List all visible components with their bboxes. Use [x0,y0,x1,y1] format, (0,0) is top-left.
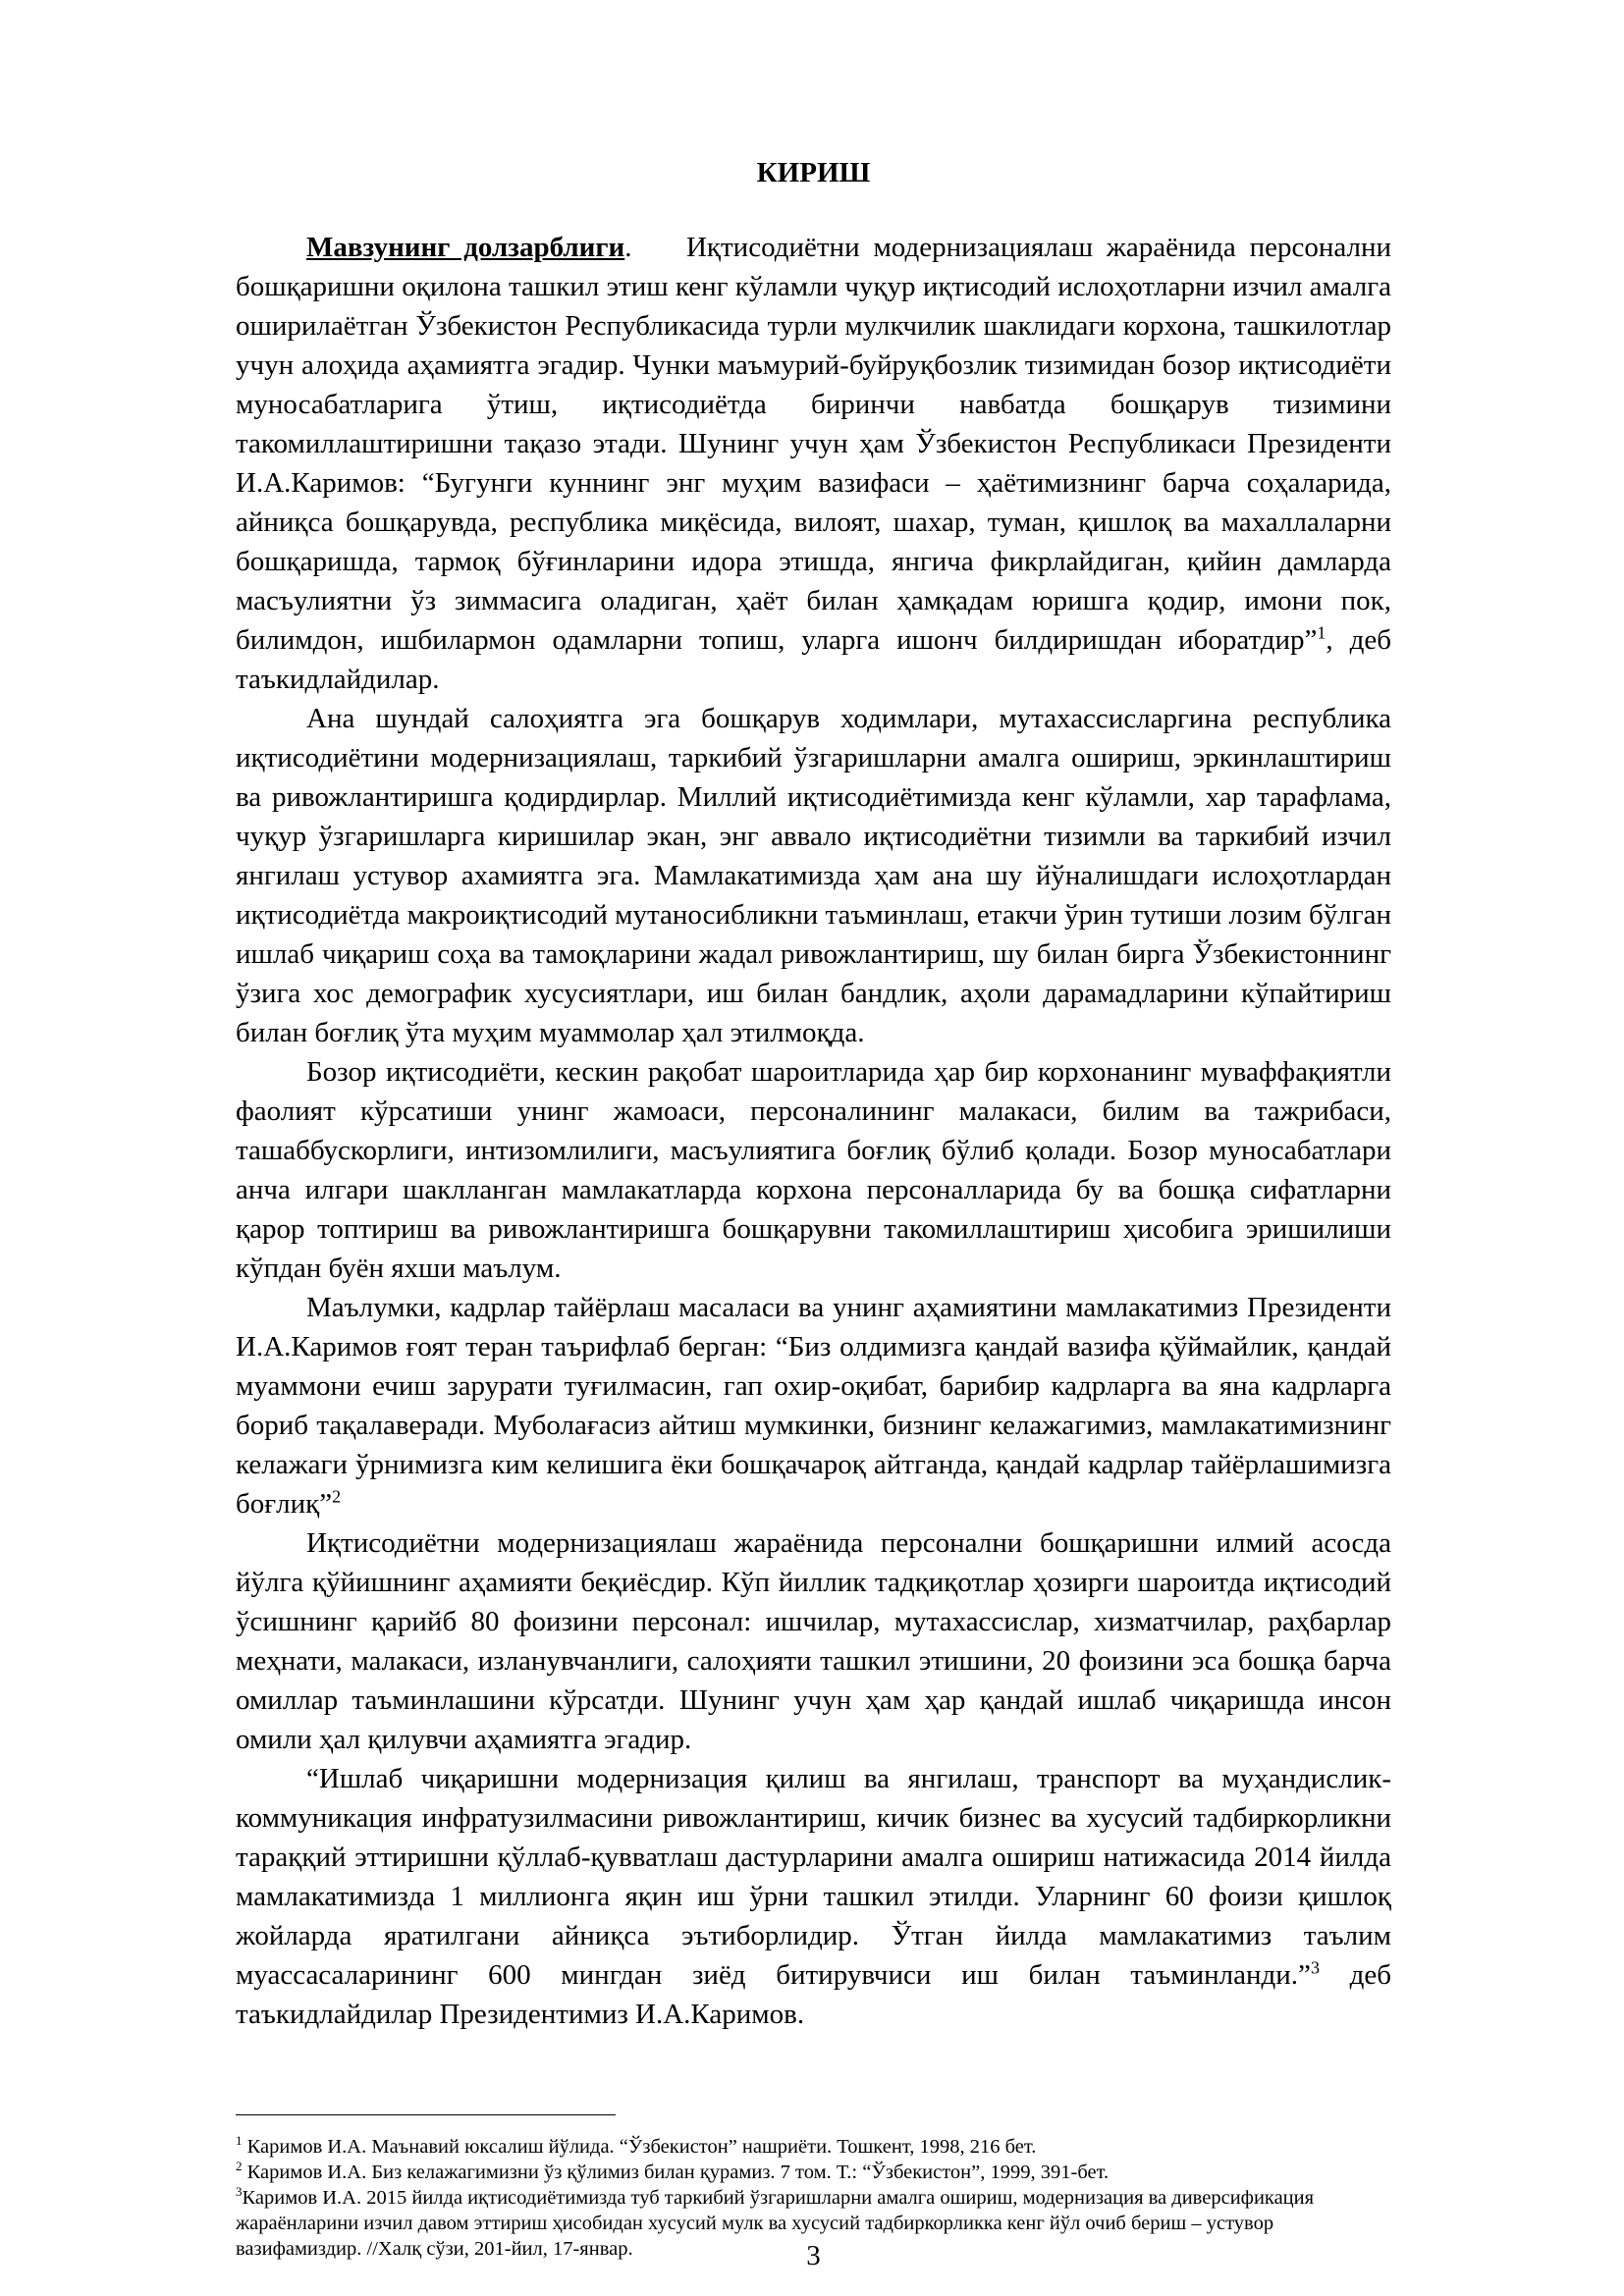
paragraph-text: Маълумки, кадрлар тайёрлаш масаласи ва унинг аҳамиятини мамлакатимиз Президенти И.А.Каримов ғоят теран таърифлаб берган: “Биз олдимизга қандай вазифа қўймайлик, қандай муаммони ечиш зарурати туғилмасин, гап охир-оқибат, барибир кадрларга ва яна кадрларга бориб тақалаверади. Муболағасиз айтиш мумкинки, бизнинг келажагимиз, мамлакатимизнинг келажаги ўрнимизга ким келишига ёки бошқачароқ айтганда, қандай кадрлар тайёрлашимизга боғлиқ” [236,1292,1391,1520]
footnote [236,2134,1391,2160]
relevance-heading-period: . [624,232,632,263]
footnote-number: 3 [236,2184,243,2200]
footnote-separator [236,2114,616,2115]
document-body [236,228,1413,2034]
paragraph-text: Бозор иқтисодиёти, кескин рақобат шароитларида ҳар бир корхонанинг муваффақиятли фаолият кўрсатиши унинг жамоаси, персоналининг малакаси, билим ва тажрибаси, ташаббускорлиги, интизомлилиги, масъулиятига боғлиқ бўлиб қолади. Бозор муносабатлари анча илгари шаклланган мамлакатларда корхона персоналларида бу ва бошқа сифатларни қарор топтириш ва ривожлантиришга бошқарувни такомиллаштириш ҳисобига эришилиши кўпдан буён яхши маълум. [236,1056,1391,1284]
page-title: КИРИШ [756,157,871,188]
footnote-number: 2 [236,2159,243,2174]
paragraph-text: “Ишлаб чиқаришни модернизация қилиш ва янгилаш, транспорт ва муҳандислик-коммуникация инфратузилмасини ривожлантириш, кичик бизнес ва хусусий тадбиркорликни тараққий эттиришни қўллаб-қувватлаш дастурларини амалга ошириш натижасида 2014 йилда мамлакатимизда 1 миллионга яқин иш ўрни ташкил этилди. Уларнинг 60 фоизи қишлоқ жойларда яратилгани айниқса эътиборлидир. Ўтган йилда мамлакатимиз таълим муассасаларининг 600 мингдан зиёд битирувчиси иш билан таъминланди.” [236,1763,1391,1991]
paragraph [236,1759,1391,2034]
page-number: 3 [806,2240,821,2271]
paragraph-tail: , деб таъкидлайдилар. [236,624,1391,695]
footnote-number: 1 [236,2133,243,2149]
footnote-ref[interactable]: 3 [1310,1957,1320,1978]
paragraph [236,1523,1391,1759]
footnote-text: Каримов И.А. Биз келажагимизни ўз қўлимиз билан қурамиз. 7 том. Т.: “Ўзбекистон”, 1999, 391-бет. [242,2162,1110,2183]
paragraph [236,1052,1391,1288]
footnote [236,2160,1391,2185]
paragraph-relevance [236,228,1413,699]
paragraph-tail: деб таъкидлайдилар Президентимиз И.А.Каримов. [236,1959,1391,2030]
footnote-ref[interactable]: 1 [1317,622,1326,643]
paragraph-text: Ана шундай салоҳиятга эга бошқарув ходимлари, мутахассисларгина республика иқтисодиётини модернизациялаш, таркибий ўзгаришларни амалга ошириш, эркинлаштириш ва ривожлантиришга қодирдирлар. Миллий иқтисодиётимизда кенг кўламли, хар тарафлама, чуқур ўзгаришларга киришилар экан, энг аввало иқтисодиётни тизимли ва таркибий изчил янгилаш устувор ахамиятга эга. Мамлакатимизда ҳам ана шу йўналишдаги ислоҳотлардан иқтисодиётда макроиқтисодий мутаносибликни таъминлаш, етакчи ўрин тутиши лозим бўлган ишлаб чиқариш соҳа ва тамоқларини жадал ривожлантириш, шу билан бирга Ўзбекистоннинг ўзига хос демографик хусусиятлари, иш билан бандлик, аҳоли дарамадларини кўпайтириш билан боғлиқ ўта муҳим муаммолар ҳал этилмоқда. [236,703,1391,1048]
paragraph [236,1288,1391,1523]
footnote-ref[interactable]: 2 [332,1486,342,1507]
relevance-heading: Мавзунинг долзарблиги [306,232,625,263]
paragraph-text: Иқтисодиётни модернизациялаш жараёнида персонални бошқаришни илмий асосда йўлга қўйишнинг аҳамияти беқиёсдир. Кўп йиллик тадқиқотлар ҳозирги шароитда иқтисодий ўсишнинг қарийб 80 фоизини персонал: ишчилар, мутахассислар, хизматчилар, раҳбарлар меҳнати, малакаси, изланувчанлиги, салоҳияти ташкил этишини, 20 фоизини эса бошқа барча омиллар таъминлашини кўрсатди. Шунинг учун ҳам ҳар қандай ишлаб чиқаришда инсон омили ҳал қилувчи аҳамиятга эгадир. [236,1527,1391,1755]
paragraph [236,699,1391,1052]
paragraph-text: Иқтисодиётни модернизациялаш жараёнида персонални бошқаришни оқилона ташкил этиш кенг кўламли чуқур иқтисодий ислоҳотларни изчил амалга оширилаётган Ўзбекистон Республикасида турли мулкчилик шаклидаги корхона, ташкилотлар учун алоҳида аҳамиятга эгадир. Чунки маъмурий-буйруқбозлик тизимидан бозор иқтисодиёти муносабатларига ўтиш, иқтисодиётда биринчи навбатда бошқарув тизимини такомиллаштиришни тақазо этади. Шунинг учун ҳам Ўзбекистон Республикаси Президенти И.А.Каримов: “Бугунги куннинг энг муҳим вазифаси – ҳаётимизнинг барча соҳаларида, айниқса бошқарувда, республика миқёсида, вилоят, шахар, туман, қишлоқ ва махаллаларни бошқаришда, тармоқ бўғинларини идора этишда, янгича фикрлайдиган, қийин дамларда масъулиятни ўз зиммасига оладиган, ҳаёт билан ҳамқадам юришга қодир, имони пок, билимдон, ишбилармон одамларни топиш, уларга ишонч билдиришдан иборатдир” [236,232,1413,656]
footnote-text: Каримов И.А. Маънавий юксалиш йўлида. “Ўзбекистон” нашриёти. Тошкент, 1998, 216 бет. [242,2136,1037,2158]
footnote-text: Каримов И.А. 2015 йилда иқтисодиётимизда туб таркибий ўзгаришларни амалга ошириш, модернизация ва диверсификация жараёнларини изчил давом эттириш ҳисобидан хусусий мулк ва хусусий тадбиркорликка кенг йўл очиб бериш – устувор вазифамиздир. //Халқ сўзи, 201-йил, 17-январ. [236,2187,1315,2260]
